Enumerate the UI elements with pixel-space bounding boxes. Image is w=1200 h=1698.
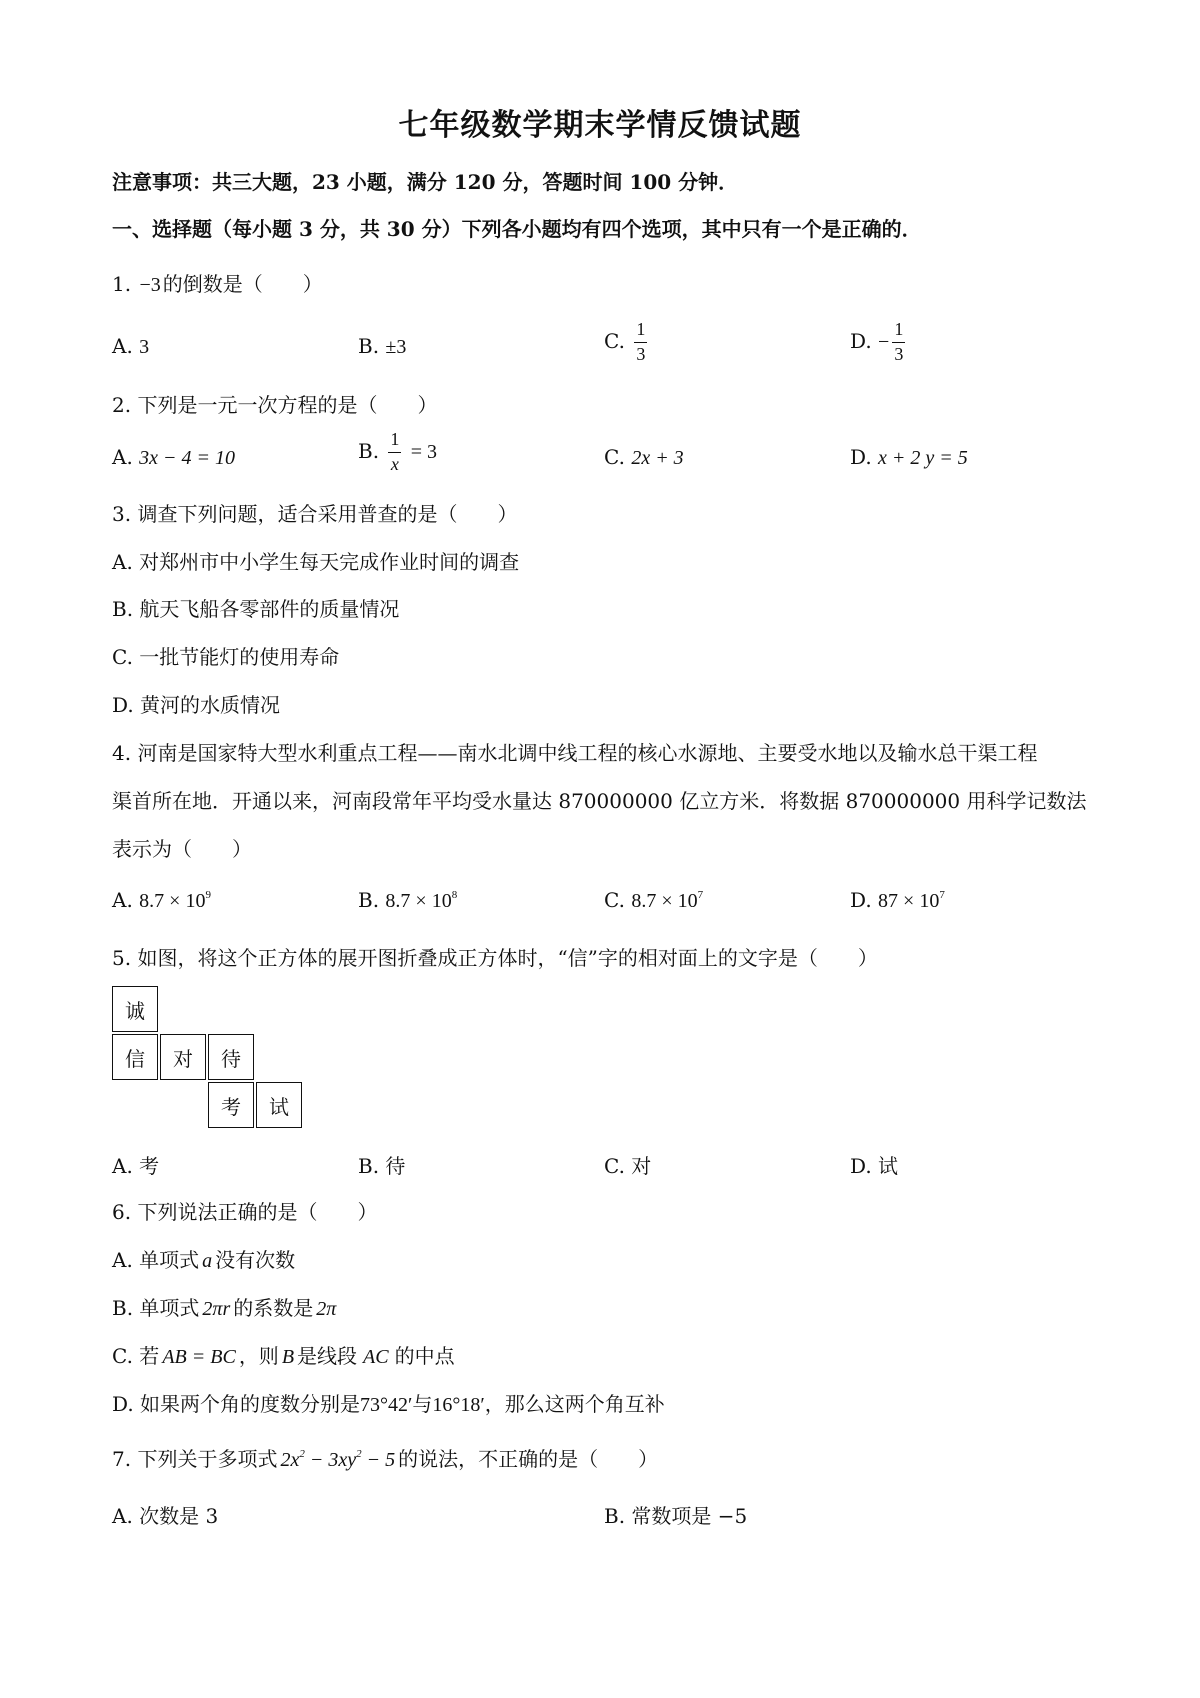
q2-option-d: D. x + 2 y = 5 bbox=[850, 445, 968, 469]
q3-option-c: C. 一批节能灯的使用寿命 bbox=[112, 645, 340, 669]
question-3-stem: 3. 调查下列问题，适合采用普查的是（ ） bbox=[112, 502, 518, 526]
q5-option-c: C. 对 bbox=[604, 1154, 652, 1178]
question-4-line-2: 渠首所在地．开通以来，河南段常年平均受水量达 870000000 亿立方米．将数据 870000000 用科学记数法 bbox=[112, 789, 1087, 813]
cube-net-cell-cheng: 诚 bbox=[112, 986, 158, 1032]
q1-option-c: C. $\frac{1}{3}$ bbox=[604, 319, 646, 364]
q6-option-c: C. 若 AB = BC ，则 B 是线段 AC 的中点 bbox=[112, 1344, 455, 1368]
question-2-stem: 2. 下列是一元一次方程的是（ ） bbox=[112, 393, 438, 417]
q2-option-a: A. 3x − 4 = 10 bbox=[112, 445, 236, 469]
q1-expression: −3 bbox=[139, 274, 161, 296]
q1-c-fraction: $\frac{1}{3}$ bbox=[636, 319, 646, 364]
q5-option-d: D. 试 bbox=[850, 1154, 899, 1178]
q1-option-b: B. ±3 bbox=[358, 334, 407, 358]
question-7-stem: 7. 下列关于多项式 $2x^2 - 3xy^2 - 5$ 的说法，不正确的是（ ） bbox=[112, 1447, 659, 1471]
q6-option-d: D. 如果两个角的度数分别是73°42′与16°18′，那么这两个角互补 bbox=[112, 1392, 665, 1416]
q3-option-d: D. 黄河的水质情况 bbox=[112, 693, 281, 717]
q4-option-a: A. $8.7 \times 10^9$ bbox=[112, 888, 211, 912]
page-title: 七年级数学期末学情反馈试题 bbox=[398, 108, 802, 143]
q5-option-b: B. 待 bbox=[358, 1154, 406, 1178]
cube-net-cell-kao: 考 bbox=[208, 1082, 254, 1128]
q7-option-a: A. 次数是 3 bbox=[112, 1504, 219, 1528]
q4-option-b: B. $8.7 \times 10^8$ bbox=[358, 888, 458, 912]
q2-b-fraction: $\frac{1}{x}$ bbox=[390, 429, 400, 474]
q1-option-a: A. 3 bbox=[112, 334, 150, 358]
q6-option-b: B. 单项式 2πr 的系数是 2π bbox=[112, 1296, 337, 1320]
q5-option-a: A. 考 bbox=[112, 1154, 160, 1178]
section-1-heading: 一、选择题（每小题 3 分，共 30 分）下列各小题均有四个选项，其中只有一个是正确的． bbox=[112, 217, 922, 241]
q6-option-a: A. 单项式 a 没有次数 bbox=[112, 1248, 296, 1272]
q2-option-b: B. $\frac{1}{x}$ = 3 bbox=[358, 429, 438, 474]
q3-option-a: A. 对郑州市中小学生每天完成作业时间的调查 bbox=[112, 550, 520, 574]
cube-net-cell-dui: 对 bbox=[160, 1034, 206, 1080]
cube-net-cell-dai: 待 bbox=[208, 1034, 254, 1080]
notice-text: 注意事项：共三大题，23 小题，满分 120 分，答题时间 100 分钟． bbox=[112, 170, 739, 194]
q7-option-b: B. 常数项是 −5 bbox=[604, 1504, 748, 1528]
q3-option-b: B. 航天飞船各零部件的质量情况 bbox=[112, 597, 400, 621]
question-4-line-1: 4. 河南是国家特大型水利重点工程——南水北调中线工程的核心水源地、主要受水地以及输水总干渠工程 bbox=[112, 741, 1038, 765]
q4-option-c: C. $8.7 \times 10^7$ bbox=[604, 888, 704, 912]
question-4-line-3: 表示为（ ） bbox=[112, 837, 252, 861]
question-1-stem: 1. −3 的倒数是（ ） bbox=[112, 272, 323, 296]
cube-net-cell-shi: 试 bbox=[256, 1082, 302, 1128]
q1-option-d: D. − $\frac{1}{3}$ bbox=[850, 319, 904, 364]
q7-polynomial: $2x^2 - 3xy^2 - 5$ bbox=[280, 1448, 396, 1471]
cube-net-cell-xin: 信 bbox=[112, 1034, 158, 1080]
question-6-stem: 6. 下列说法正确的是（ ） bbox=[112, 1200, 378, 1224]
question-5-stem: 5. 如图，将这个正方体的展开图折叠成正方体时，“信”字的相对面上的文字是（ ） bbox=[112, 946, 878, 970]
q2-option-c: C. 2x + 3 bbox=[604, 445, 684, 469]
q4-option-d: D. $87 \times 10^7$ bbox=[850, 888, 945, 912]
q1-d-fraction: $\frac{1}{3}$ bbox=[894, 319, 904, 364]
